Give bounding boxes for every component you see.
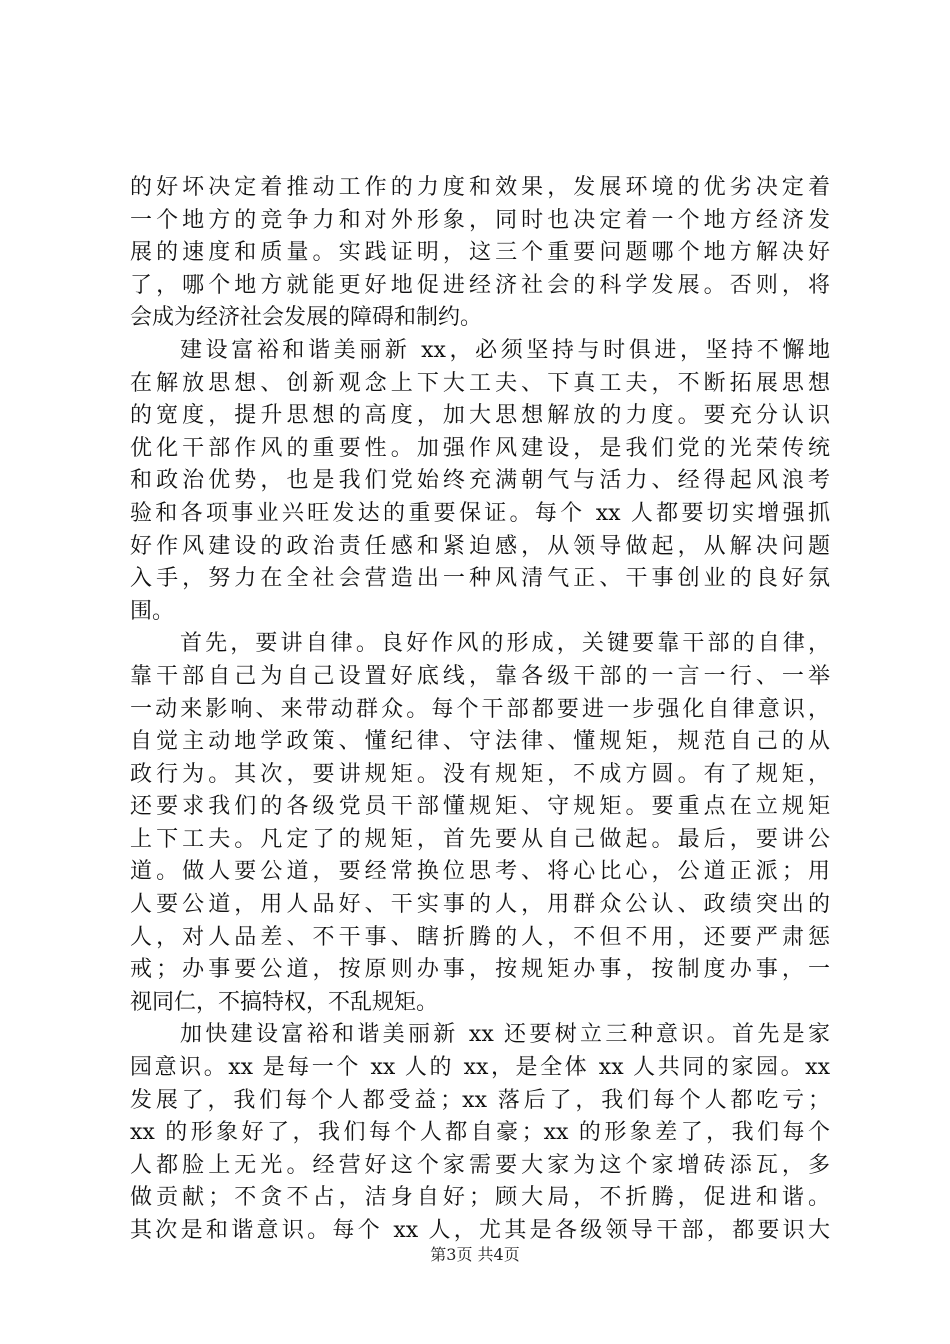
text-line: 入手，努力在全社会营造出一种风清气正、干事创业的良好氛 <box>130 566 830 592</box>
text-line: 验和各项事业兴旺发达的重要保证。每个 xx 人都要切实增强抓 <box>130 500 830 526</box>
paragraph <box>130 172 830 335</box>
text-line: 的好坏决定着推动工作的力度和效果，发展环境的优劣决定着 <box>130 175 830 200</box>
paragraph <box>130 1019 830 1247</box>
text-line: 发展了，我们每个人都受益；xx 落后了，我们每个人都吃亏； <box>130 1087 830 1113</box>
text-line: 一动来影响、来带动群众。每个干部都要进一步强化自律意识， <box>130 696 830 722</box>
text-line: 自觉主动地学政策、懂纪律、守法律、懂规矩，规范自己的从 <box>130 729 830 755</box>
text-line: 好作风建设的政治责任感和紧迫感，从领导做起，从解决问题 <box>130 533 830 559</box>
text-line: 戒；办事要公道，按原则办事，按规矩办事，按制度办事，一 <box>130 957 830 983</box>
text-line: 和政治优势，也是我们党始终充满朝气与活力、经得起风浪考 <box>130 468 830 494</box>
text-line: 在解放思想、创新观念上下大工夫、下真工夫，不断拓展思想 <box>130 370 830 396</box>
text-line: 展的速度和质量。实践证明，这三个重要问题哪个地方解决好 <box>130 240 830 266</box>
text-line: 的宽度，提升思想的高度，加大思想解放的力度。要充分认识 <box>130 403 830 429</box>
page-footer: 第3页 共4页 <box>430 1245 520 1264</box>
text-line: 人要公道，用人品好、干实事的人，用群众公认、政绩突出的 <box>130 892 830 918</box>
text-line: 人都脸上无光。经营好这个家需要大家为这个家增砖添瓦，多 <box>130 1152 830 1178</box>
paragraph <box>130 628 830 1019</box>
paragraph <box>130 335 830 628</box>
text-line: 人，对人品差、不干事、瞎折腾的人，不但不用，还要严肃惩 <box>130 924 830 950</box>
text-line: 还要求我们的各级党员干部懂规矩、守规矩。要重点在立规矩 <box>130 794 830 820</box>
text-line: 会成为经济社会发展的障碍和制约。 <box>130 305 483 331</box>
text-line: 靠干部自己为自己设置好底线，靠各级干部的一言一行、一举 <box>130 663 830 689</box>
document-body <box>130 172 830 1248</box>
text-line: 一个地方的竞争力和对外形象，同时也决定着一个地方经济发 <box>130 207 830 233</box>
text-line: 上下工夫。凡定了的规矩，首先要从自己做起。最后，要讲公 <box>130 826 830 852</box>
text-line: 优化干部作风的重要性。加强作风建设，是我们党的光荣传统 <box>130 435 830 461</box>
text-line: 道。做人要公道，要经常换位思考、将心比心，公道正派；用 <box>130 859 830 885</box>
text-line: 其次是和谐意识。每个 xx 人，尤其是各级领导干部，都要识大 <box>130 1218 830 1243</box>
text-line: 政行为。其次，要讲规矩。没有规矩，不成方圆。有了规矩， <box>130 761 830 787</box>
text-line: 做贡献；不贪不占，洁身自好；顾大局，不折腾，促进和谐。 <box>130 1185 830 1211</box>
text-line: 园意识。xx 是每一个 xx 人的 xx，是全体 xx 人共同的家园。xx <box>130 1055 830 1081</box>
text-line: 建设富裕和谐美丽新 xx，必须坚持与时俱进，坚持不懈地 <box>180 337 830 363</box>
text-line: 了，哪个地方就能更好地促进经济社会的科学发展。否则，将 <box>130 272 830 298</box>
text-line: 加快建设富裕和谐美丽新 xx 还要树立三种意识。首先是家 <box>180 1022 830 1048</box>
text-line: 首先，要讲自律。良好作风的形成，关键要靠干部的自律， <box>180 631 830 657</box>
text-line: xx 的形象好了，我们每个人都自豪；xx 的形象差了，我们每个 <box>130 1120 830 1146</box>
text-line: 围。 <box>130 598 175 624</box>
text-line: 视同仁，不搞特权，不乱规矩。 <box>130 989 439 1015</box>
